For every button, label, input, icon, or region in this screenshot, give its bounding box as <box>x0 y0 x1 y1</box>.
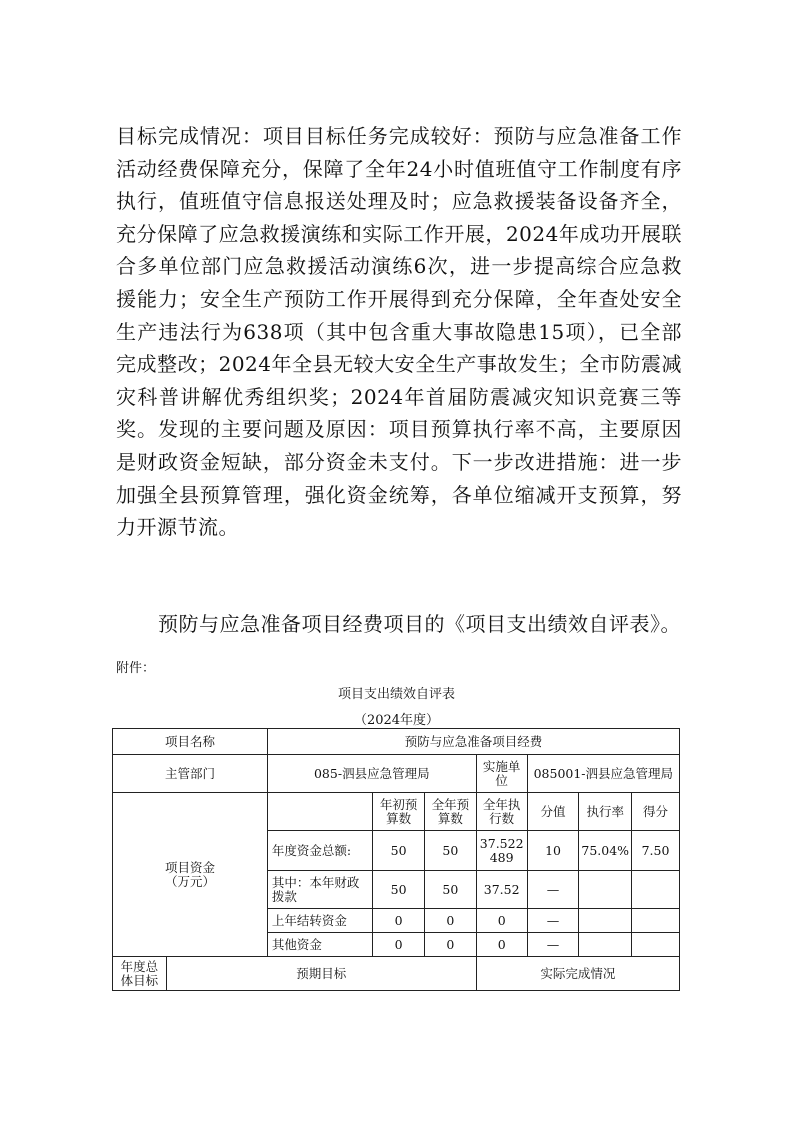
impl-value: 085001-泗县应急管理局 <box>527 755 679 793</box>
table-row <box>113 793 680 831</box>
cell-score <box>632 909 680 933</box>
cell-annual: 0 <box>424 933 476 957</box>
header-exec-rate: 执行率 <box>579 793 632 831</box>
expected-goal-header: 预期目标 <box>166 957 476 991</box>
cell-initial: 0 <box>373 909 425 933</box>
header-score: 得分 <box>632 793 680 831</box>
cell-value: — <box>527 871 579 909</box>
funds-label: 项目资金 （万元） <box>113 793 268 957</box>
performance-table <box>112 728 680 991</box>
actual-status-header: 实际完成情况 <box>476 957 679 991</box>
cell-score <box>632 933 680 957</box>
cell-annual: 50 <box>424 831 476 871</box>
row-label: 上年结转资金 <box>267 909 372 933</box>
cell-exec: 0 <box>476 909 527 933</box>
body-paragraph-1: 目标完成情况：项目目标任务完成较好：预防与应急准备工作活动经费保障充分，保障了全年24小时值班值守工作制度有序执行，值班值守信息报送处理及时；应急救援装备设备齐全，充分保障了应急救援演练和实际工作开展，2024年成功开展联合多单位部门应急救援活动演练6次，进一步提高综合应急救援能力；安全生产预防工作开展得到充分保障，全年查处安全生产违法行为638项（其中包含重大事故隐患15项），已全部完成整改；2024年全县无较大安全生产事故发生；全市防震减灾科普讲解优秀组织奖；2024年首届防震减灾知识竞赛三等奖。发现的主要问题及原因：项目预算执行率不高，主要原因是财政资金短缺，部分资金未支付。下一步改进措施：进一步加强全县预算管理，强化资金统筹，各单位缩减开支预算，努力开源节流。 <box>116 124 682 540</box>
cell-rate <box>579 871 632 909</box>
cell-rate <box>579 909 632 933</box>
table-row <box>113 957 680 991</box>
header-annual-exec: 全年执 行数 <box>476 793 527 831</box>
project-name-value: 预防与应急准备项目经费 <box>267 729 679 755</box>
cell-initial: 50 <box>373 831 425 871</box>
header-initial-budget: 年初预 算数 <box>373 793 425 831</box>
cell-exec: 37.52 <box>476 871 527 909</box>
header-score-value: 分值 <box>527 793 579 831</box>
attachment-label: 附件： <box>116 661 156 676</box>
cell-score <box>632 871 680 909</box>
cell-annual: 0 <box>424 909 476 933</box>
header-empty <box>267 793 372 831</box>
row-label: 年度资金总额: <box>267 831 372 871</box>
cell-initial: 0 <box>373 933 425 957</box>
cell-annual: 50 <box>424 871 476 909</box>
dept-label: 主管部门 <box>113 755 268 793</box>
impl-label: 实施单 位 <box>476 755 527 793</box>
table-row <box>113 729 680 755</box>
cell-rate <box>579 933 632 957</box>
goal-label: 年度总 体目标 <box>113 957 167 991</box>
cell-value: — <box>527 933 579 957</box>
cell-exec: 37.522 489 <box>476 831 527 871</box>
cell-score: 7.50 <box>632 831 680 871</box>
row-label: 其他资金 <box>267 933 372 957</box>
cell-value: 10 <box>527 831 579 871</box>
cell-exec: 0 <box>476 933 527 957</box>
row-label: 其中：本年财政 拨款 <box>267 871 372 909</box>
header-annual-budget: 全年预 算数 <box>424 793 476 831</box>
cell-initial: 50 <box>373 871 425 909</box>
table-title: 项目支出绩效自评表 <box>337 687 455 702</box>
table-row <box>113 755 680 793</box>
cell-value: — <box>527 909 579 933</box>
table-year: （2024年度） <box>353 713 440 728</box>
cell-rate: 75.04% <box>579 831 632 871</box>
body-paragraph-2: 预防与应急准备项目经费项目的《项目支出绩效自评表》。 <box>158 612 681 636</box>
project-name-label: 项目名称 <box>113 729 268 755</box>
dept-value: 085-泗县应急管理局 <box>267 755 476 793</box>
